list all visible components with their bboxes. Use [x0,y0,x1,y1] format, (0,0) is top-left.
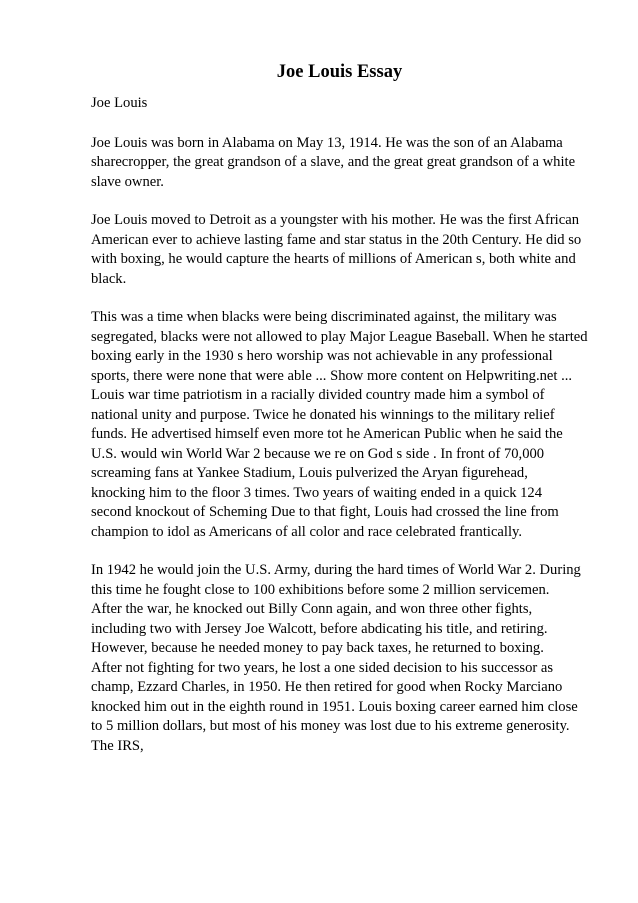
text-line: U.S. would win World War 2 because we re on God s side . In front of 70,000 [91,445,545,462]
document-title: Joe Louis Essay [276,62,403,82]
text-line: sharecropper, the great grandson of a slave, and the great great grandson of a white [91,154,576,170]
paragraph-4 [91,561,588,756]
text-line: national unity and purpose. Twice he donated his winnings to the military relief [91,406,555,423]
text-line: knocked him out in the eighth round in 1951. Louis boxing career earned him close [91,698,578,715]
document-subtitle: Joe Louis [91,95,148,111]
text-line: Joe Louis moved to Detroit as a youngster with his mother. He was the first African [91,212,579,228]
text-line: to 5 million dollars, but most of his money was lost due to his extreme generosity. [91,718,570,734]
text-line: screaming fans at Yankee Stadium, Louis pulverized the Aryan figurehead, [91,465,528,481]
text-line: segregated, blacks were not allowed to play Major League Baseball. When he started [91,328,588,345]
text-line: Joe Louis was born in Alabama on May 13, 1914. He was the son of an Alabama [91,134,563,151]
text-line: black. [91,270,127,287]
text-line: boxing early in the 1930 s hero worship was not achievable in any professional [91,348,553,364]
text-line: including two with Jersey Joe Walcott, before abdicating his title, and retiring. [91,620,548,637]
text-line: The IRS, [91,737,144,754]
text-line: This was a time when blacks were being discriminated against, the military was [91,309,557,325]
text-line: with boxing, he would capture the hearts of millions of American s, both white and [91,251,576,267]
text-line: second knockout of Scheming Due to that fight, Louis had crossed the line from [91,504,559,520]
text-line: Louis war time patriotism in a racially divided country made him a symbol of [91,387,545,403]
paragraph-3 [91,308,588,542]
text-line: champion to idol as Americans of all color and race celebrated frantically. [91,523,523,540]
text-line: knocking him to the floor 3 times. Two years of waiting ended in a quick 124 [91,484,543,501]
text-line: funds. He advertised himself even more tot he American Public when he said the [91,426,563,442]
text-line: However, because he needed money to pay back taxes, he returned to boxing. [91,640,544,656]
text-line: slave owner. [91,173,164,190]
text-line: American ever to achieve lasting fame and star status in the 20th Century. He did so [91,231,582,248]
document-body [91,134,588,757]
text-line: In 1942 he would join the U.S. Army, during the hard times of World War 2. During [91,562,581,578]
text-line: After the war, he knocked out Billy Conn again, and won three other fights, [91,601,533,617]
text-line: sports, there were none that were able ... Show more content on Helpwriting.net ... [91,367,573,384]
paragraph-1 [91,134,588,193]
text-line: After not fighting for two years, he lost a one sided decision to his successor as [91,659,554,676]
paragraph-2 [91,211,588,289]
text-line: champ, Ezzard Charles, in 1950. He then retired for good when Rocky Marciano [91,679,563,695]
text-line: this time he fought close to 100 exhibitions before some 2 million servicemen. [91,581,550,598]
